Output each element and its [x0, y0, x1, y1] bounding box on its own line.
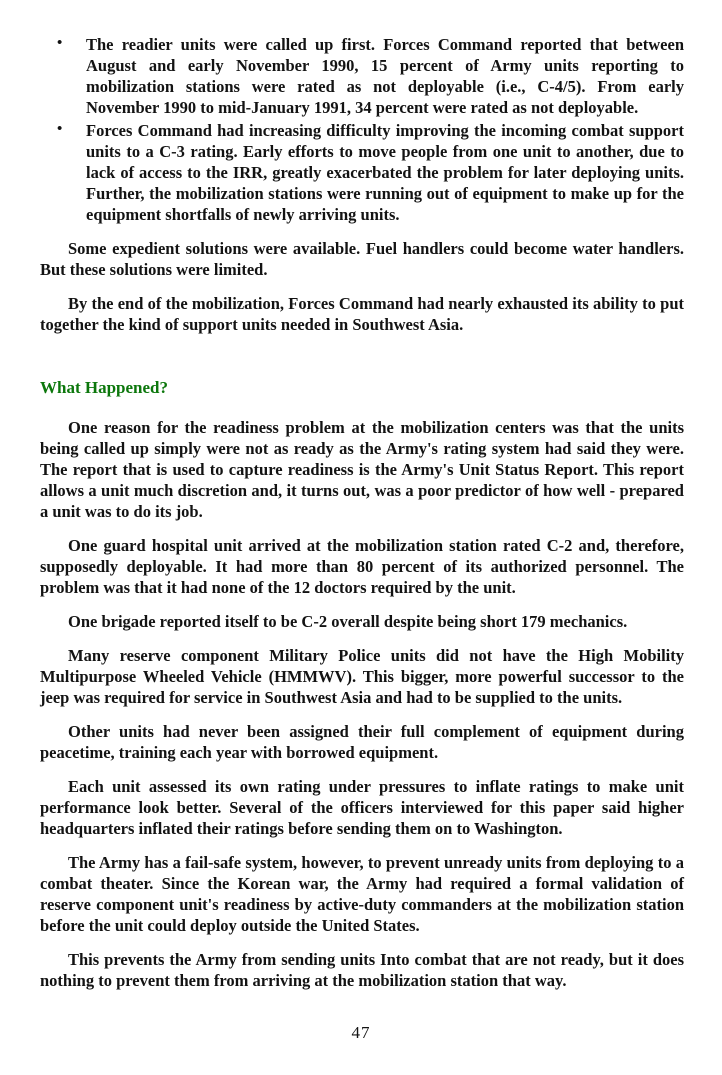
paragraph: One reason for the readiness problem at the mobilization centers was that the units being called up simply were not as ready as the Army's rating system had said they were. The report that is used to capture readiness is the Army's Unit Status Report. This report allows a unit much discretion and, it turns out, was a poor predictor of how well - prepared a unit was to do its job.	[40, 418, 684, 521]
bullet-list	[40, 34, 684, 225]
section-heading: What Happened?	[40, 378, 168, 397]
paragraph: One guard hospital unit arrived at the mobilization station rated C-2 and, therefore, supposedly deployable. It had more than 80 percent of its authorized personnel. The problem was that it had none of the 12 doctors required by the unit.	[40, 536, 684, 597]
paragraph: Many reserve component Military Police units did not have the High Mobility Multipurpose Wheeled Vehicle (HMMWV). This bigger, more powerful successor to the jeep was required for service in Southwest Asia and had to be supplied to the units.	[40, 646, 684, 707]
bullet-icon: •	[57, 35, 63, 51]
bullet-text: Forces Command had increasing difficulty improving the incoming combat support units to a C-3 rating. Early efforts to move people from one unit to another, due to lack of access to the IRR, greatly exacerbated the problem for later deploying units. Further, the mobilization stations were running out of equipment to make up for the equipment shortfalls of newly arriving units.	[86, 121, 684, 224]
paragraph: Some expedient solutions were available. Fuel handlers could become water handlers. But these solutions were limited.	[40, 239, 684, 279]
bullet-item	[40, 34, 684, 118]
page-number: 47	[351, 1023, 371, 1042]
bullet-icon: •	[57, 121, 63, 137]
bullet-item	[40, 120, 684, 225]
bullet-text: The readier units were called up first. Forces Command reported that between August and early November 1990, 15 percent of Army units reporting to mobilization stations were rated as not deployable (i.e., C-4/5). From early November 1990 to mid-January 1991, 34 percent were rated as not deployable.	[86, 35, 684, 117]
paragraph: The Army has a fail-safe system, however, to prevent unready units from deploying to a combat theater. Since the Korean war, the Army had required a formal validation of reserve component unit's readiness by active-duty commanders at the mobilization station before the unit could deploy outside the United States.	[40, 853, 684, 935]
paragraph: One brigade reported itself to be C-2 overall despite being short 179 mechanics.	[68, 612, 628, 631]
paragraph: This prevents the Army from sending units Into combat that are not ready, but it does nothing to prevent them from arriving at the mobilization station that way.	[40, 950, 684, 990]
paragraph: By the end of the mobilization, Forces Command had nearly exhausted its ability to put together the kind of support units needed in Southwest Asia.	[40, 294, 684, 334]
paragraph: Other units had never been assigned their full complement of equipment during peacetime, training each year with borrowed equipment.	[40, 722, 684, 762]
paragraph: Each unit assessed its own rating under pressures to inflate ratings to make unit performance look better. Several of the officers interviewed for this paper said higher headquarters inflated their ratings before sending them on to Washington.	[40, 777, 684, 838]
